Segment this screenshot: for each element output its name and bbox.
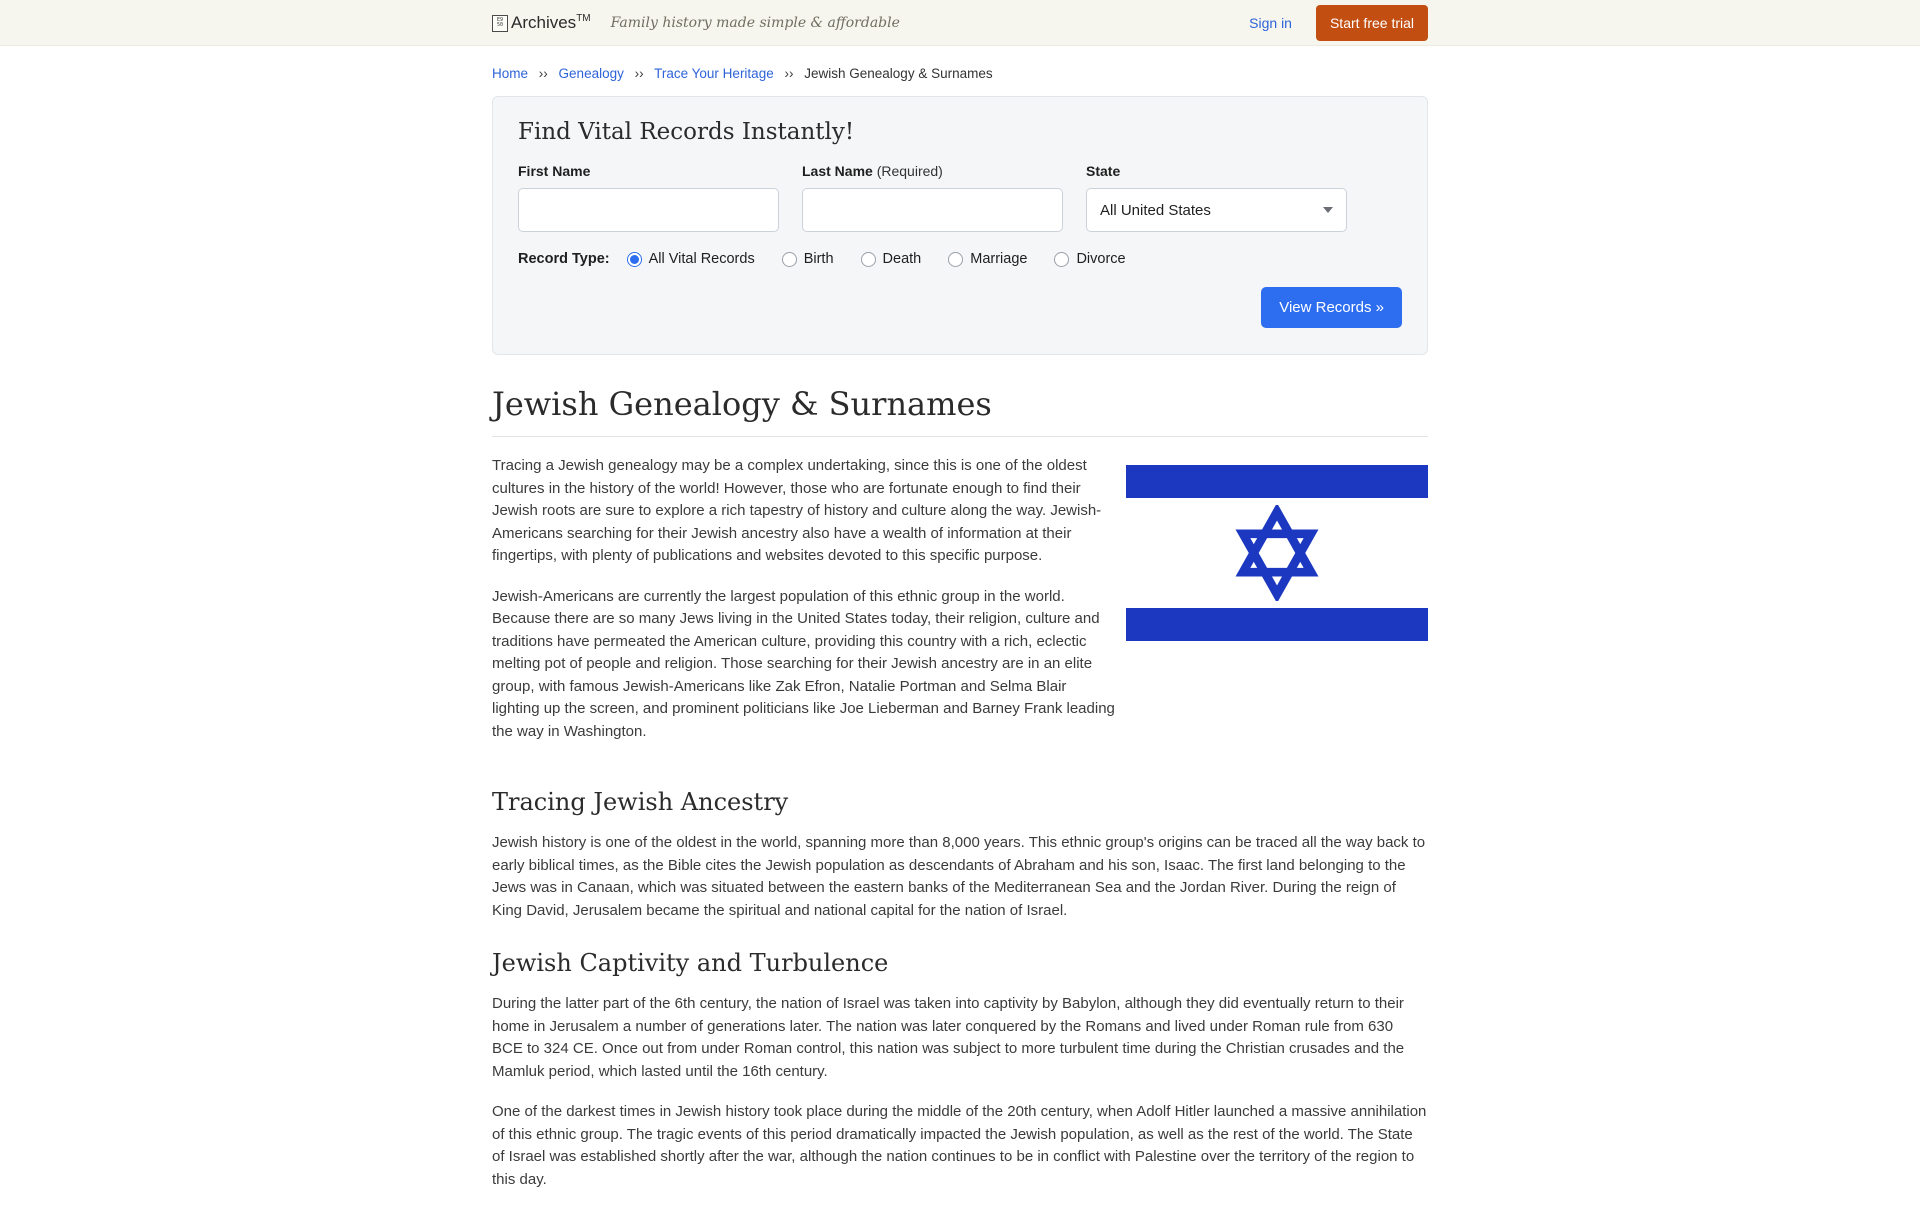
section-paragraph: Jewish history is one of the oldest in the world, spanning more than 8,000 years. This ethnic group's origins can be traced all the way back to early biblical times, as the Bible cites the Jewish population as descendants of Abraham and his son, Isaac. The first land belonging to the Jews was in Canaan, which was situated between the eastern banks of the Mediterranean Sea and the Jordan River. During the reign of King David, Jerusalem became the spiritual and national capital for the nation of Israel.: [492, 834, 1426, 919]
section-paragraph: One of the darkest times in Jewish history took place during the middle of the 20th century, when Adolf Hitler launched a massive annihilation of this ethnic group. The tragic events of this period dramatically impacted the Jewish population, as well as the rest of the world. The State of Israel was established shortly after the war, although the nation continues to be in conflict with Palestine over the territory of the region to this day.: [492, 1103, 1427, 1188]
radio-circle-icon: [861, 252, 876, 267]
top-header-bar: [0, 0, 1920, 46]
last-name-field-group: [802, 163, 1063, 232]
radio-death[interactable]: Death: [861, 251, 922, 267]
search-form-fields: [518, 163, 1402, 232]
section-heading-jewish-captivity-and-turbulence: Jewish Captivity and Turbulence: [492, 949, 889, 977]
intro-text-column: [492, 455, 1126, 761]
logo-trademark: TM: [576, 12, 591, 24]
intro-paragraph: Jewish-Americans are currently the largest population of this ethnic group in the world. Because there are so many Jews living in the United States today, their religion, culture and traditions have permeated the American culture, providing this country with a rich, eclectic melting pot of people and religion. Those searching for their Jewish ancestry are in an elite group, with famous Jewish-Americans like Zak Efron, Natalie Portman and Selma Blair lighting up the screen, and prominent politicians like Joe Lieberman and Barney Frank leading the way in Washington.: [492, 587, 1115, 740]
site-tagline: Family history made simple & affordable: [610, 14, 900, 31]
archives-logo[interactable]: [492, 13, 591, 33]
logo-text: Archives: [511, 12, 577, 32]
page-title: Jewish Genealogy & Surnames: [492, 385, 1428, 437]
section-heading-tracing-jewish-ancestry: Tracing Jewish Ancestry: [492, 788, 789, 816]
radio-circle-icon: [627, 252, 642, 267]
broken-image-icon: E9 50: [492, 15, 508, 32]
view-records-button[interactable]: View Records »: [1261, 287, 1402, 328]
state-select[interactable]: [1086, 188, 1347, 232]
radio-circle-icon: [1054, 252, 1069, 267]
state-selected-value: All United States: [1100, 201, 1211, 219]
chevron-down-icon: [1323, 207, 1333, 213]
record-type-label: Record Type:: [518, 251, 610, 267]
breadcrumb-separator: ››: [784, 66, 794, 81]
intro-paragraph: Tracing a Jewish genealogy may be a complex undertaking, since this is one of the oldest cultures in the history of the world! However, those who are fortunate enough to find their Jewish roots are sure to explore a rich tapestry of history and culture along the way. Jewish-Americans searching for their Jewish ancestry also have a wealth of information at their fingertips, with plenty of publications and websites devoted to this specific purpose.: [492, 457, 1102, 564]
flag-top-stripe: [1126, 465, 1428, 498]
vital-records-search-card: [492, 96, 1428, 355]
radio-divorce[interactable]: Divorce: [1054, 251, 1125, 267]
radio-marriage[interactable]: Marriage: [948, 251, 1027, 267]
breadcrumb-current-page: Jewish Genealogy & Surnames: [804, 66, 993, 81]
sign-in-link[interactable]: Sign in: [1249, 14, 1292, 31]
last-name-label: Last Name (Required): [802, 163, 943, 179]
breadcrumb-separator: ››: [634, 66, 644, 81]
article-content: [492, 385, 1428, 1191]
intro-section: [492, 455, 1428, 761]
breadcrumb-trace-your-heritage[interactable]: Trace Your Heritage: [654, 66, 774, 81]
breadcrumb-home[interactable]: Home: [492, 66, 529, 81]
first-name-field-group: [518, 163, 779, 232]
first-name-input[interactable]: [518, 188, 779, 232]
israel-flag-image: [1126, 459, 1428, 647]
radio-all-vital-records[interactable]: All Vital Records: [627, 251, 755, 267]
breadcrumb-genealogy[interactable]: Genealogy: [558, 66, 624, 81]
radio-circle-icon: [948, 252, 963, 267]
last-name-input[interactable]: [802, 188, 1063, 232]
last-name-required-hint: (Required): [876, 163, 943, 179]
start-free-trial-button[interactable]: Start free trial: [1316, 5, 1428, 41]
radio-birth[interactable]: Birth: [782, 251, 834, 267]
state-label: State: [1086, 163, 1121, 179]
breadcrumb-separator: ››: [538, 66, 548, 81]
form-actions: [518, 287, 1402, 328]
search-card-title: Find Vital Records Instantly!: [518, 119, 855, 145]
flag-bottom-stripe: [1126, 608, 1428, 641]
star-of-david-icon: [1229, 505, 1325, 601]
first-name-label: First Name: [518, 163, 591, 179]
breadcrumb: [492, 46, 1428, 93]
section-paragraph: During the latter part of the 6th century, the nation of Israel was taken into captivity by Babylon, although they did eventually return to their home in Jerusalem a number of generations later. The nation was later conquered by the Romans and lived under Roman rule from 630 BCE to 324 CE. Once out from under Roman control, this nation was subject to more turbulent time during the Christian crusades and the Mamluk period, which lasted until the 16th century.: [492, 995, 1405, 1080]
state-field-group: [1086, 163, 1347, 232]
record-type-row: [518, 251, 1402, 267]
radio-circle-icon: [782, 252, 797, 267]
